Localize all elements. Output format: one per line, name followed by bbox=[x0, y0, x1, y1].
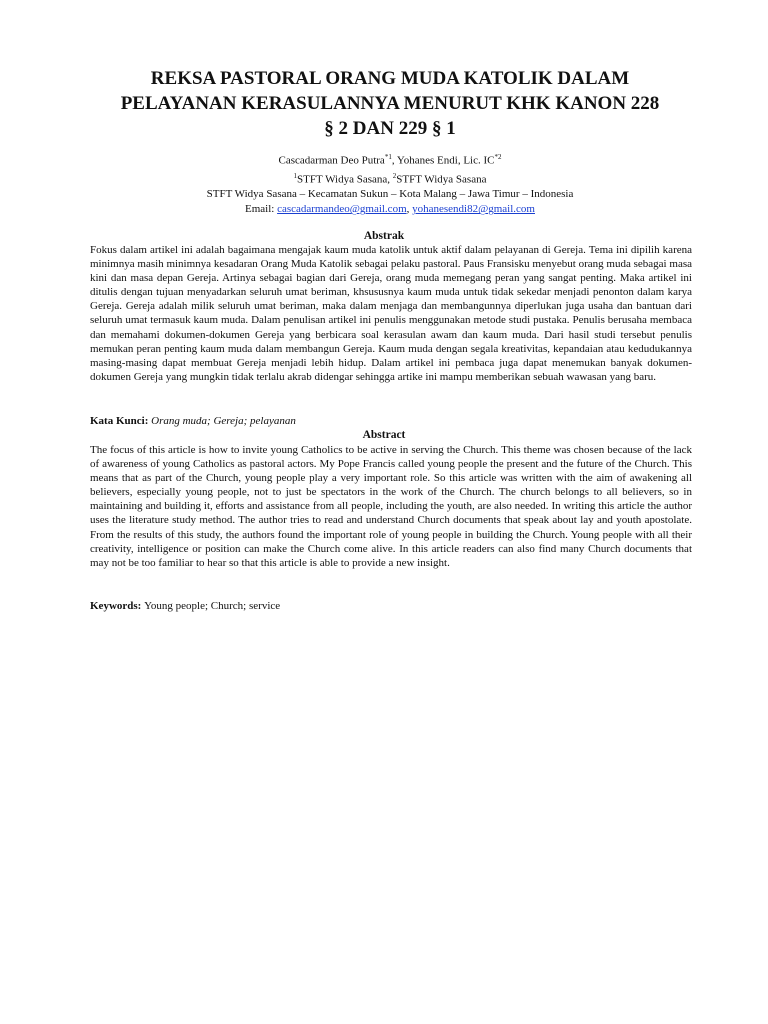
abstrak-heading: Abstrak bbox=[363, 230, 405, 242]
kata-kunci-line bbox=[90, 414, 296, 428]
affiliation-1-sup: 1 bbox=[293, 171, 298, 180]
author-block bbox=[60, 150, 720, 217]
affiliation-line bbox=[60, 169, 720, 188]
abstrak-body: Fokus dalam artikel ini adalah bagaimana mengajak kaum muda katolik untuk aktif dalam pelayanan di Gereja. Tema ini dipilih karena minimnya masih minimnya kesadaran Orang Muda Katolik sebagai pelaku pastoral. Paus Fransisku menyebut orang muda sebagai masa kini dan masa depan Gereja. Artinya sebagai bagian dari Gereja, orang muda memegang peran yang sangat penting. Maka artikel ini ditulis dengan tujuan menyadarkan seluruh umat beriman, khsususnya kaum muda untuk tidak sekedar menjadi penonton dalam karya Gereja. Gereja adalah milik seluruh umat beriman, maka dalam menjaga dan membangunnya diperlukan juga usaha dan bantuan dari seluruh umat termasuk kaum muda. Dalam penulisan artikel ini penulis menggunakan metode studi pustaka. Penulis berusaha membaca dan memahami dokumen-dokumen Gereja yang berbicara soal kerasulan awam dan kaum muda. Dari hasil studi tersebut penulis memukan peran penting kaum muda dalam membangun Gereja. Kaum muda dengan segala kreativitas, kepandaian atau kedudukannya masing-masing dapat membuat Gereja menjadi lebih hidup. Dalam artikel ini pembaca juga dapat menemukan banyak dokumen-dokumen Gereja yang mungkin tidak terlalu akrab didengar sehingga artike ini mampu memberikan sebuah wawasan yang baru. bbox=[90, 244, 692, 383]
author-2: Yohanes Endi, Lic. IC bbox=[396, 154, 495, 167]
affiliation-2-sup: 2 bbox=[392, 171, 397, 180]
kata-kunci-label: Kata Kunci: bbox=[90, 415, 152, 427]
paper-title bbox=[60, 66, 720, 141]
affiliation-2: STFT Widya Sasana bbox=[396, 173, 487, 186]
author-1: Cascadarman Deo Putra bbox=[278, 154, 385, 167]
email-separator: , bbox=[406, 203, 413, 216]
keywords-label: Keywords: bbox=[90, 600, 145, 612]
author-1-sup: *1 bbox=[384, 153, 392, 161]
author-line bbox=[60, 150, 720, 169]
title-line-2: PELAYANAN KERASULANNYA MENURUT KHK KANON 228 bbox=[120, 93, 660, 114]
email-label: Email: bbox=[245, 203, 278, 216]
kata-kunci-value: Orang muda; Gereja; pelayanan bbox=[151, 415, 296, 427]
title-line-3: § 2 DAN 229 § 1 bbox=[324, 118, 456, 139]
abstract-body: The focus of this article is how to invite young Catholics to be active in serving the Church. This theme was chosen because of the lack of awareness of young Catholics as pastoral actors. My Pope Francis called young people the present and the future of the Church. This means that as part of the Church, young people play a very important role. So this article was written with the aim of awakening all believers, especially young people, not to just be spectators in the work of the Church. The church belongs to all believers, so in maintaining and building it, efforts and assistance from all people, including the youth, are also needed. In writing this article the author uses the literature study method. The author tries to read and understand Church documents that speak about lay and youth apostolate. From the results of this study, the authors found the important role of young people in building the Church. Young people with all their creativity, intelligence or position can make the Church come alive. In this article readers can also find many Church documents that may not be too familiar to hear so that this article is able to provide a new insight. bbox=[90, 444, 692, 569]
author-separator: , bbox=[391, 154, 397, 167]
email-link-2[interactable]: yohanesendi82@gmail.com bbox=[412, 203, 535, 216]
affiliation-1: STFT Widya Sasana, bbox=[297, 173, 393, 186]
keywords-value: Young people; Church; service bbox=[144, 600, 281, 612]
title-line-1: REKSA PASTORAL ORANG MUDA KATOLIK DALAM bbox=[150, 68, 630, 89]
email-line bbox=[60, 202, 720, 217]
email-link-1[interactable]: cascadarmandeo@gmail.com bbox=[277, 203, 407, 216]
keywords-line bbox=[90, 599, 280, 613]
author-2-sup: *2 bbox=[494, 153, 502, 161]
address-line: STFT Widya Sasana – Kecamatan Sukun – Kota Malang – Jawa Timur – Indonesia bbox=[206, 188, 574, 201]
abstract-heading: Abstract bbox=[362, 429, 406, 441]
